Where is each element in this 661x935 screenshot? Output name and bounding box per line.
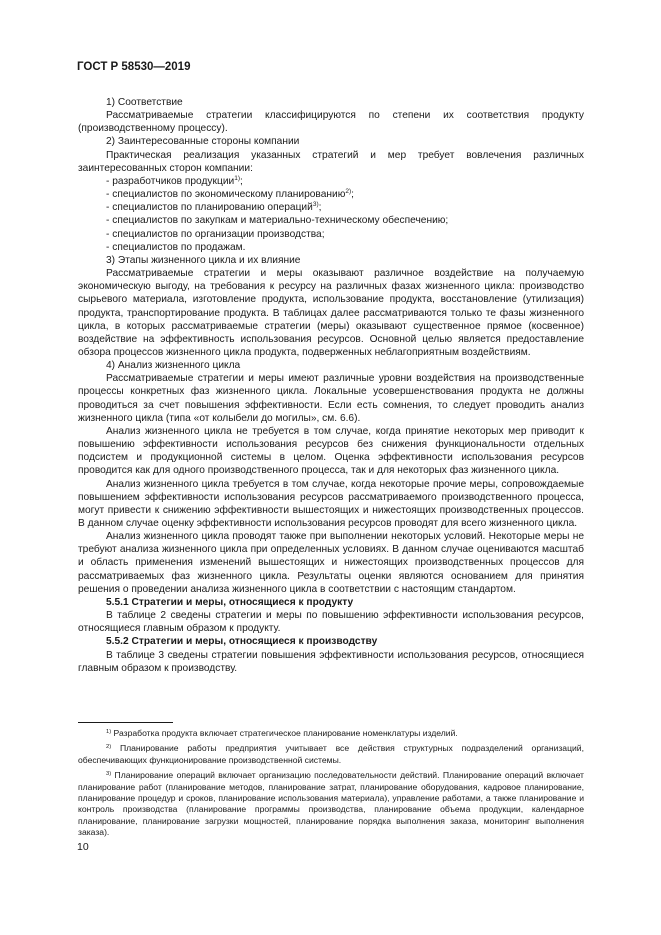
paragraph: Анализ жизненного цикла проводят также при выполнении некоторых условий. Некоторые меры не требуют анализа жизненного цикла при определенных условиях. В данном случае оцениваются масштаб и область применения изменений вышестоящих и нижестоящих производственных процессов для рассматриваемых фаз жизненного цикла. Результаты оценки являются основанием для принятия решения о проведении анализа жизненного цикла в соответствии с настоящим стандартом. <box>78 531 584 595</box>
footnote-mark: 2) <box>106 744 112 751</box>
paragraph: В таблице 3 сведены стратегии повышения эффективности использования ресурсов, относящиеся главным образом к производству. <box>78 649 584 674</box>
item-heading-1: 1) Соответствие <box>106 97 183 108</box>
item-heading-2: 2) Заинтересованные стороны компании <box>106 136 300 148</box>
item-heading-3: 3) Этапы жизненного цикла и их влияние <box>106 254 301 266</box>
paragraph: Рассматриваемые стратегии и меры имеют различные уровни воздействия на производственные процессы конкретных фаз жизненного цикла. Локальные усовершенствования продукта не должны проводиться за счет повышения эффективности. Если есть сомнения, то следует проводить анализ жизненного цикла (типа «от колыбели до могилы», см. 6.6). <box>78 373 584 424</box>
footnote-ref: 1) <box>234 174 240 182</box>
document-header: ГОСТ Р 58530—2019 <box>77 61 191 73</box>
paragraph: Рассматриваемые стратегии и меры оказывают различное воздействие на получаемую экономическую выгоду, на требования к ресурсу на различных фазах жизненного цикла: производство сырьевого материала, изготовление продукта, использование продукта, восстановление (утилизация) продукта, транспортирование продукта. В таблицах далее рассматриваются только те фазы жизненного цикла, в которых рассматриваемые стратегии (меры) оказывают существенное прямое (косвенное) воздействие на эффективность использования ресурсов. Основной целью является предоставление обзора процессов жизненного цикла продукта, подверженных неблагоприятным воздействиям. <box>78 268 584 358</box>
footnote-divider <box>78 722 173 723</box>
list-item: - специалистов по организации производства; <box>106 228 325 240</box>
paragraph: Практическая реализация указанных стратегий и мер требует вовлечения различных заинтересованных сторон компании: <box>78 149 584 174</box>
footnotes <box>78 728 584 843</box>
paragraph: Анализ жизненного цикла требуется в том случае, когда некоторые прочие меры, сопровождаемые повышением эффективности использования ресурсов рассматриваемого производственного процесса, могут привести к снижению эффективности вышестоящих и нижестоящих производственных процессов. В данном случае оценку эффективности использования ресурсов проводят для всего жизненного цикла. <box>78 478 584 529</box>
item-heading-4: 4) Анализ жизненного цикла <box>106 360 241 372</box>
list-item: - специалистов по экономическому планированию$^{2)}$; <box>106 188 354 201</box>
footnote: $^{3)}$ Планирование операций включает организацию последовательности действий. Планирование операций включает планирование работ (планирование методов, планирование затрат, планирование оборудования, кадровое планирование, планирование процедур и сроков, планирование использования материала), управление работами, а также планирование и контроль производства (планирование программы производства, планирование объема продукции, календарное планирование, планирование загрузки мощностей, планирование порядка выполнения заказа, мониторинг выполнения заказа). <box>78 770 584 838</box>
list-item: - разработчиков продукции$^{1)}$; <box>106 174 243 187</box>
footnote-ref: 3) <box>312 201 319 209</box>
section-heading-5-5-1: 5.5.1 Стратегии и меры, относящиеся к продукту <box>106 596 354 608</box>
footnote-mark: 3) <box>106 771 112 778</box>
page-number: 10 <box>77 841 89 853</box>
section-heading-5-5-2: 5.5.2 Стратегии и меры, относящиеся к производству <box>106 636 378 648</box>
footnote-ref: 2) <box>345 188 352 196</box>
list-item: - специалистов по планированию операций$^{3)}$; <box>106 201 322 214</box>
list-item: - специалистов по закупкам и материально-техническому обеспечению; <box>106 215 449 227</box>
footnote-mark: 1) <box>106 729 112 735</box>
footnote: $^{1)}$ Разработка продукта включает стратегическое планирование номенклатуры изделий. <box>106 728 458 738</box>
paragraph: Рассматриваемые стратегии классифицируются по степени их соответствия продукту (производственному процессу). <box>78 110 584 135</box>
paragraph: Анализ жизненного цикла не требуется в том случае, когда принятие некоторых мер приводит к повышению эффективности использования ресурсов без снижения функциональности отдельных подсистем и продукционной системы в целом. Оценка эффективности использования ресурсов проводится как для одного производственного процесса, так и для некоторых фаз жизненного цикла. <box>78 425 584 477</box>
paragraph: В таблице 2 сведены стратегии и меры по повышению эффективности использования ресурсов, относящиеся главным образом к продукту. <box>78 610 584 635</box>
document-body <box>78 96 584 675</box>
footnote: $^{2)}$ Планирование работы предприятия учитывает все действия структурных подразделений организаций, обеспечивающих функционирование производственной системы. <box>78 743 584 765</box>
list-item: - специалистов по продажам. <box>106 241 246 253</box>
